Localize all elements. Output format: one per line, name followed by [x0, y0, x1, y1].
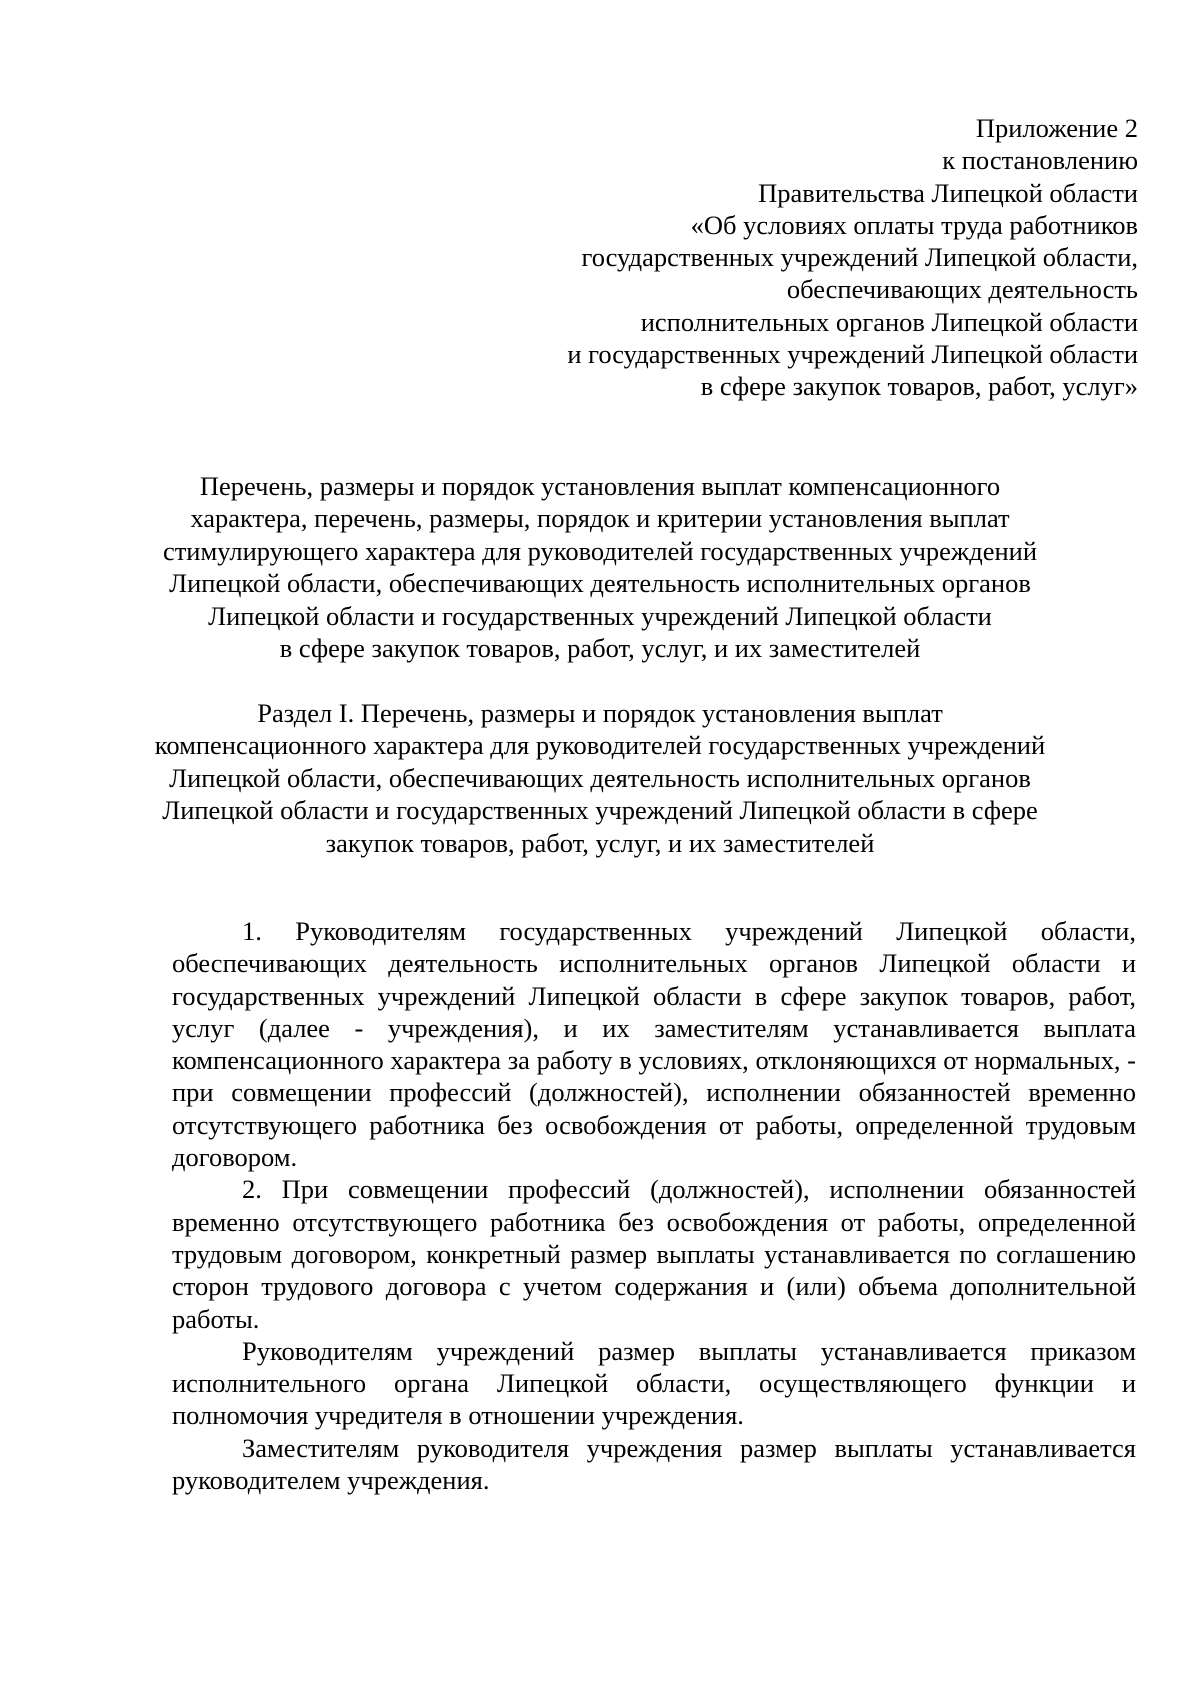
- appendix-line: к постановлению: [942, 145, 1138, 176]
- section-heading-line: Раздел I. Перечень, размеры и порядок установления выплат: [257, 698, 943, 728]
- appendix-line: исполнительных органов Липецкой области: [640, 306, 1138, 337]
- title-line: стимулирующего характера для руководителей государственных учреждений: [162, 535, 1038, 566]
- appendix-line: «Об условиях оплаты труда работников: [690, 209, 1138, 240]
- title-line: Липецкой области, обеспечивающих деятельность исполнительных органов: [169, 568, 1031, 599]
- paragraph: Руководителям учреждений размер выплаты устанавливается приказом исполнительного органа Липецкой области, осуществляющего функции и полномочия учредителя в отношении учреждения.: [172, 1335, 1136, 1431]
- title-line: Липецкой области и государственных учреждений Липецкой области: [208, 600, 992, 631]
- section-heading-line: Липецкой области и государственных учреждений Липецкой области в сфере: [162, 795, 1038, 826]
- paragraph: 2. При совмещении профессий (должностей), исполнении обязанностей временно отсутствующего работника без освобождения от работы, определенной трудовым договором, конкретный размер выплаты устанавливается по соглашению сторон трудового договора с учетом содержания и (или) объема дополнительной работы.: [172, 1174, 1136, 1334]
- section-heading-line: закупок товаров, работ, услуг, и их заместителей: [325, 827, 875, 858]
- paragraph: 1. Руководителям государственных учреждений Липецкой области, обеспечивающих деятельность исполнительных органов Липецкой области и государственных учреждений Липецкой области в сфере закупок товаров, работ, услуг (далее - учреждения), и их заместителям устанавливается выплата компенсационного характера за работу в условиях, отклоняющихся от нормальных, - при совмещении профессий (должностей), исполнении обязанностей временно отсутствующего работника без освобождения от работы, определенной трудовым договором.: [172, 916, 1136, 1173]
- appendix-line: обеспечивающих деятельность: [786, 274, 1138, 305]
- title-line: характера, перечень, размеры, порядок и критерии установления выплат: [190, 503, 1010, 534]
- document-title: [60, 470, 1140, 664]
- appendix-line: и государственных учреждений Липецкой области: [567, 339, 1138, 370]
- appendix-line: Приложение 2: [975, 113, 1138, 143]
- appendix-line: государственных учреждений Липецкой области,: [581, 242, 1138, 273]
- appendix-line: Правительства Липецкой области: [758, 177, 1138, 208]
- section-heading-line: Липецкой области, обеспечивающих деятельность исполнительных органов: [169, 762, 1031, 793]
- appendix-line: в сфере закупок товаров, работ, услуг»: [700, 371, 1138, 402]
- title-line: в сфере закупок товаров, работ, услуг, и их заместителей: [279, 633, 921, 664]
- paragraph: Заместителям руководителя учреждения размер выплаты устанавливается руководителем учреждения.: [172, 1432, 1136, 1496]
- appendix-header: [438, 112, 1138, 403]
- section-heading-line: компенсационного характера для руководителей государственных учреждений: [154, 730, 1046, 761]
- title-line: Перечень, размеры и порядок установления выплат компенсационного: [199, 471, 1001, 501]
- body-text: [172, 915, 1136, 1496]
- section-heading: [60, 697, 1140, 859]
